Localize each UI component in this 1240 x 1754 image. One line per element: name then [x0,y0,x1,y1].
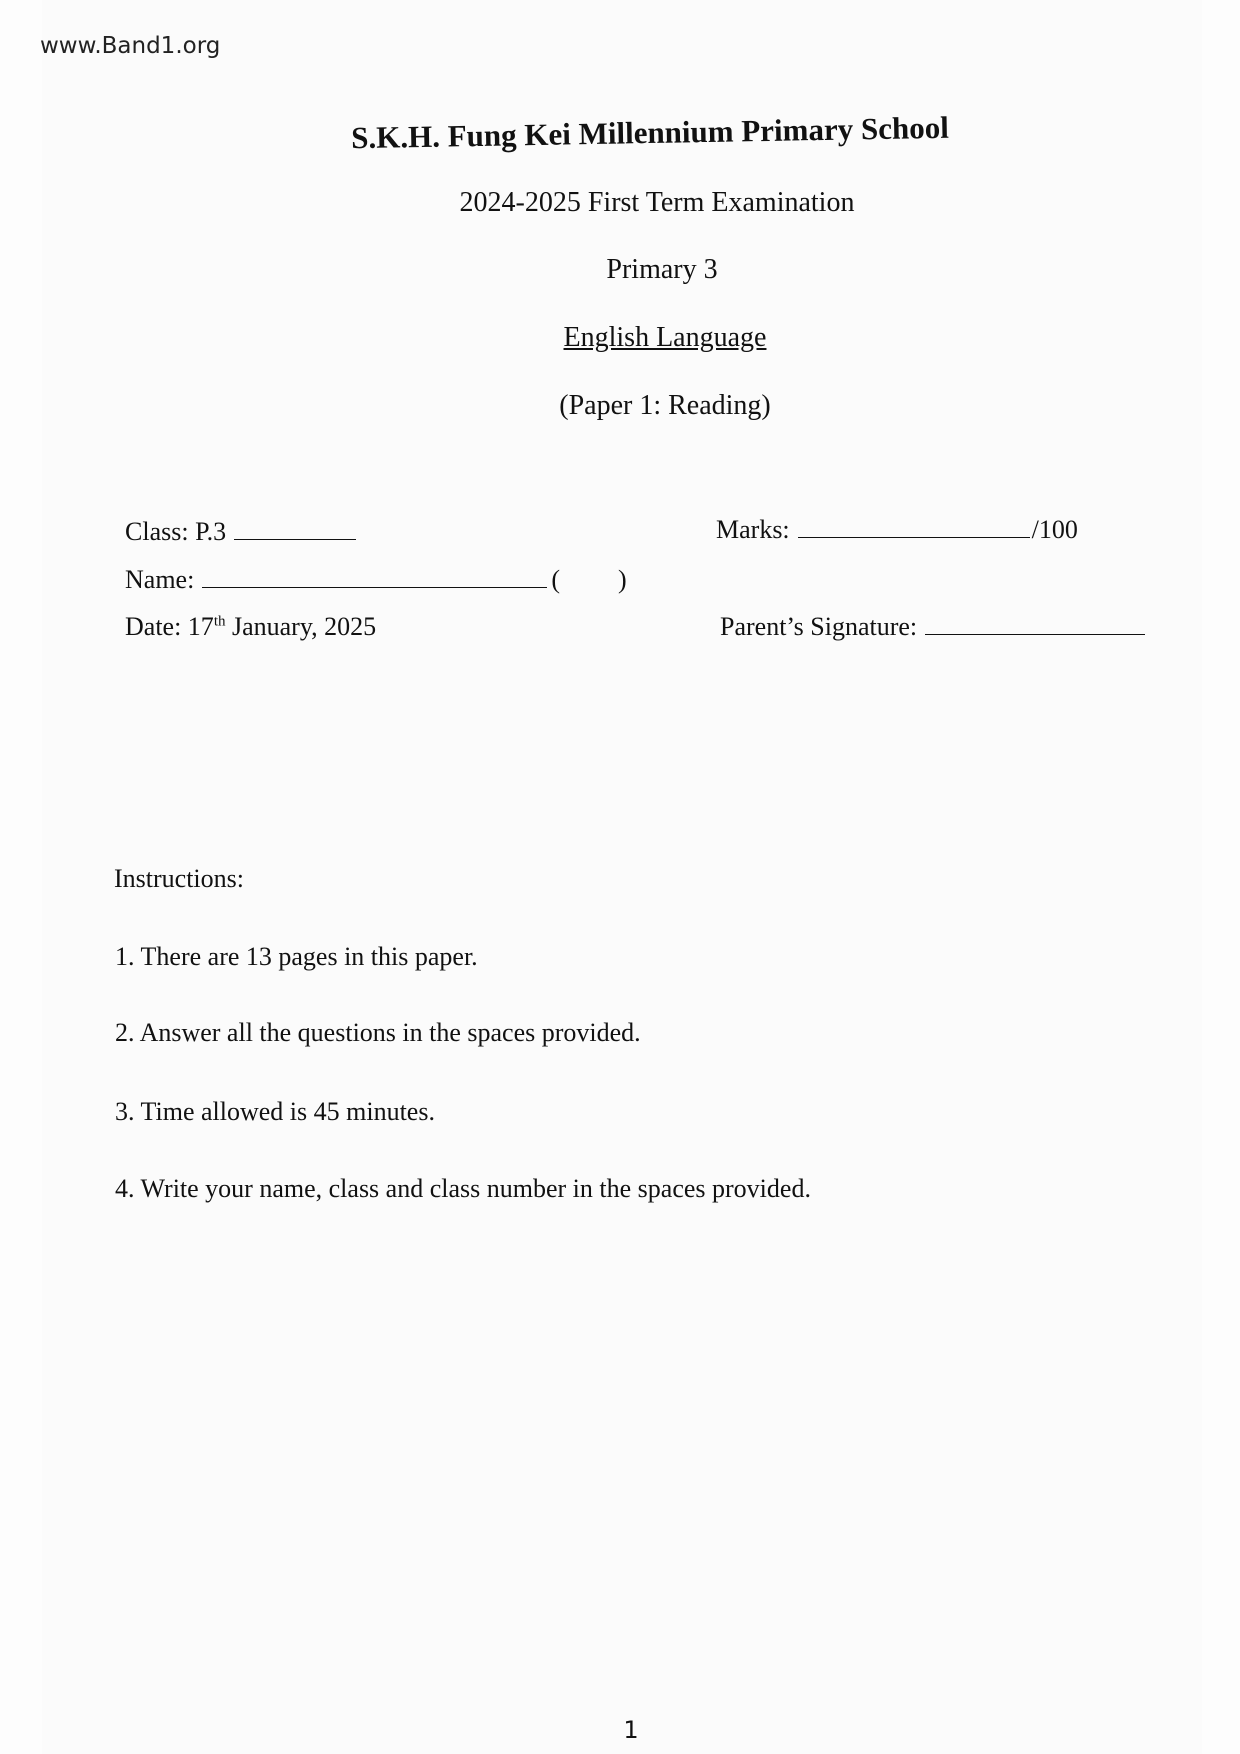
instruction-item: 4. Write your name, class and class number in the spaces provided. [115,1174,811,1203]
date-suffix: th [213,613,226,630]
signature-label: Parent’s Signature: [720,612,918,641]
name-blank [202,587,547,588]
date-field [125,612,376,642]
level: Primary 3 [606,254,718,285]
instructions-heading: Instructions: [114,864,244,893]
paper-title: (Paper 1: Reading) [559,390,771,421]
class-field [125,517,356,547]
name-label: Name: [125,565,195,594]
class-number-open: ( [551,565,560,594]
marks-field [716,515,1078,545]
instruction-item: 2. Answer all the questions in the spaces provided. [115,1018,641,1047]
marks-total: /100 [1031,515,1078,544]
date-value: January, 2025 [225,612,377,641]
date-label: Date: 17 [125,612,214,641]
school-name: S.K.H. Fung Kei Millennium Primary School [350,109,950,156]
signature-blank [925,634,1145,635]
class-label: Class: P.3 [125,517,227,546]
marks-blank [798,537,1030,538]
instruction-item: 1. There are 13 pages in this paper. [115,942,478,971]
instruction-item: 3. Time allowed is 45 minutes. [115,1097,435,1126]
subject: English Language [563,322,767,353]
page-number: 1 [623,1716,639,1744]
marks-label: Marks: [716,515,790,544]
watermark: www.Band1.org [40,33,221,59]
exam-title: 2024-2025 First Term Examination [459,187,855,218]
class-blank [234,539,356,540]
signature-field [720,612,1145,642]
class-number-close: ) [617,565,627,594]
name-field [125,565,627,595]
